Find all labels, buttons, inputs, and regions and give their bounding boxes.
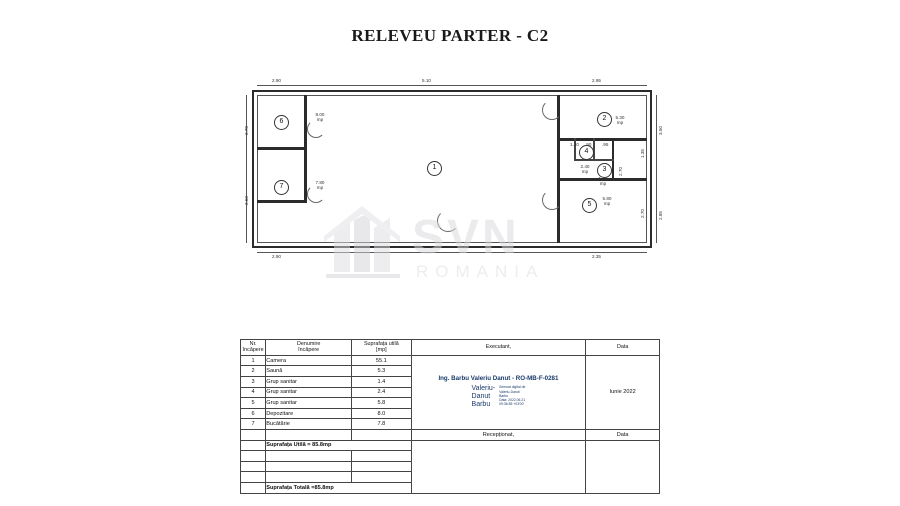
cell-room-no: 1 [241, 355, 266, 366]
cell-empty [352, 461, 412, 472]
total-label: Suprafața Totală =85.8mp [266, 482, 411, 493]
cell-date-value: Iunie 2022 [586, 355, 660, 429]
receptionat-date-area [586, 440, 660, 493]
receptionat-signature-area [411, 440, 586, 493]
room-marker-5: 5 [582, 198, 597, 213]
room-marker-6: 6 [274, 115, 289, 130]
cell-room-area: 55.1 [352, 355, 412, 366]
cell-empty [241, 440, 266, 451]
cell-room-area: 5.3 [352, 366, 412, 377]
room-marker-1: 1 [427, 161, 442, 176]
room-marker-2: 2 [597, 112, 612, 127]
dim-top-3: 2.95 [592, 78, 601, 83]
wall-small-closet-3 [574, 159, 614, 161]
cell-room-name: Depozitare [266, 408, 352, 419]
room-area-2: 5.30 mp [615, 115, 625, 126]
cell-empty [352, 429, 412, 440]
room-marker-4: 4 [579, 145, 594, 160]
dim-right-2: 2.85 [658, 211, 663, 220]
cell-room-area: 7.8 [352, 419, 412, 430]
subtotal-row [241, 440, 660, 451]
dim-bottom-2: 2.35 [592, 254, 601, 259]
page-title: RELEVEU PARTER - C2 [351, 26, 549, 45]
cell-empty [266, 451, 352, 462]
header-room-area: Suprafața utilă [mp] [352, 340, 412, 356]
room-area-4: 2.40 mp [580, 164, 590, 175]
cell-empty [266, 429, 352, 440]
rooms-table [240, 339, 660, 494]
dimline-right [656, 95, 657, 243]
table-spacer-row [241, 429, 660, 440]
cell-room-no: 6 [241, 408, 266, 419]
table-header-row [241, 340, 660, 356]
header-executant: Executant, [411, 340, 586, 356]
room-area-7: 7.80 mp [315, 180, 325, 191]
signature-name: Valeriu- Danut Barbu [471, 385, 496, 409]
cell-empty [241, 451, 266, 462]
dim-inner-right-1: 2.70 [618, 167, 623, 176]
room-area-3: 1.40 mp [598, 176, 608, 187]
dim-top-1: 2.90 [272, 78, 281, 83]
cell-room-no: 3 [241, 377, 266, 388]
cell-empty [241, 482, 266, 493]
dimline-left [246, 95, 247, 243]
plan-small-dim-1: 1.10 [570, 142, 579, 147]
dim-bottom-1: 2.90 [272, 254, 281, 259]
cell-room-area: 1.4 [352, 377, 412, 388]
cell-room-area: 5.8 [352, 398, 412, 409]
receptionat-date-header: Data [586, 429, 660, 440]
room-area-5: 5.80 mp [602, 196, 612, 207]
cell-room-no: 7 [241, 419, 266, 430]
cell-room-name: Saună [266, 366, 352, 377]
digital-signature [412, 385, 586, 409]
plan-small-dim-3: .95 [602, 142, 609, 147]
door-arc-entry [437, 210, 459, 232]
signature-details: Semnat digital de Valeriu-Danut Barbu Data: 2022.06.21 09:36:55 +03'00' [499, 385, 526, 407]
cell-empty [241, 461, 266, 472]
cell-empty [352, 472, 412, 483]
dim-left-1: 2.70 [244, 126, 249, 135]
cell-room-no: 5 [241, 398, 266, 409]
cell-room-name: Grup sanitar [266, 398, 352, 409]
dim-left-2: 2.60 [244, 196, 249, 205]
wall-horizontal-right-upper [557, 138, 647, 141]
executant-block [411, 355, 586, 429]
executant-name: Ing. Barbu Valeriu Danut - RO-MB-F-0281 [438, 375, 559, 383]
cell-empty [241, 429, 266, 440]
cell-room-area: 8.0 [352, 408, 412, 419]
table-row [241, 355, 660, 366]
dimline-bottom [257, 252, 647, 253]
cell-room-name: Grup sanitar [266, 387, 352, 398]
header-room-no: Nr. încăpere [241, 340, 266, 356]
wall-horizontal-left-mid [257, 147, 307, 150]
wall-horizontal-left-low [257, 200, 307, 203]
cell-room-name: Grup sanitar [266, 377, 352, 388]
cell-room-no: 2 [241, 366, 266, 377]
subtotal-label: Suprafața Utilă = 85.8mp [266, 440, 411, 451]
dim-inner-right-3: 2.70 [640, 209, 645, 218]
cell-room-no: 4 [241, 387, 266, 398]
dim-right-1: 3.50 [658, 126, 663, 135]
door-arc-room5 [542, 190, 562, 210]
door-arc-room2 [542, 100, 562, 120]
door-arc-room7 [307, 185, 325, 203]
plan-small-dim-2: .90 [585, 142, 592, 147]
cell-empty [266, 472, 352, 483]
door-arc-room6 [307, 120, 325, 138]
room-marker-7: 7 [274, 180, 289, 195]
dimline-top [257, 85, 647, 86]
receptionat-label: Recepționat, [411, 429, 586, 440]
header-room-name: Denumire încăpere [266, 340, 352, 356]
cell-room-area: 2.4 [352, 387, 412, 398]
header-date: Data [586, 340, 660, 356]
cell-room-name: Bucătărie [266, 419, 352, 430]
watermark-subtitle: ROMANIA [416, 262, 545, 281]
cell-empty [352, 451, 412, 462]
cell-empty [241, 472, 266, 483]
dim-inner-right-2: 1.35 [640, 149, 645, 158]
room-marker-3: 3 [597, 163, 612, 178]
cell-room-name: Camera [266, 355, 352, 366]
dim-top-2: 5.10 [422, 78, 431, 83]
room-area-6: 8.00 mp [315, 112, 325, 123]
floor-plan [244, 78, 663, 259]
watermark-brand: SVN [412, 211, 520, 264]
cell-empty [266, 461, 352, 472]
